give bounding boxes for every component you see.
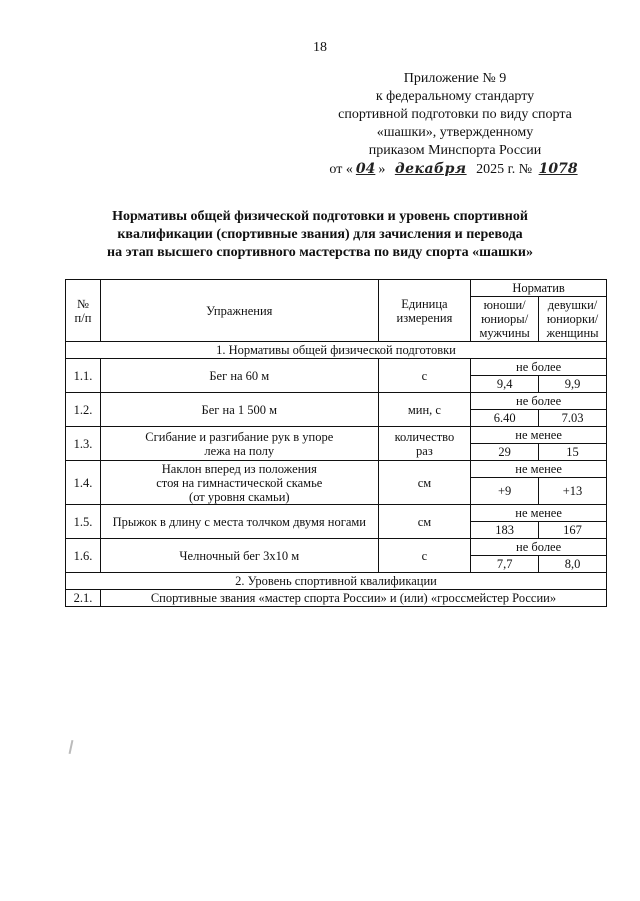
row-exercise: Бег на 1 500 м (100, 393, 378, 427)
row-condition: не более (471, 393, 607, 410)
row-boys-value: 9,4 (471, 376, 539, 393)
order-month-handwritten: декабря (394, 161, 467, 177)
row-boys-value: 6.40 (471, 410, 539, 427)
row-condition: не менее (471, 427, 607, 444)
table-row (66, 359, 607, 376)
row-condition: не менее (471, 461, 607, 478)
order-number-handwritten: 1078 (538, 161, 578, 177)
order-day-handwritten: 04 (355, 161, 376, 177)
row-exercise: Наклон вперед из положения стоя на гимнастической скамье (от уровня скамьи) (100, 461, 378, 505)
appendix-line: приказом Минспорта России (368, 143, 542, 158)
row-girls-value: 8,0 (539, 556, 607, 573)
table-row (66, 393, 607, 410)
appendix-line: Приложение № 9 (403, 71, 507, 86)
header-unit: Единица измерения (378, 280, 471, 342)
row-condition: не менее (471, 505, 607, 522)
page-number: 18 (313, 40, 327, 55)
header-exercise: Упражнения (100, 280, 378, 342)
appendix-line: «шашки», утвержденному (376, 125, 534, 140)
order-separator: » (378, 162, 386, 177)
row-unit: с (378, 539, 471, 573)
row-girls-value: +13 (539, 478, 607, 505)
row-unit: см (378, 505, 471, 539)
header-norm: Норматив (471, 280, 607, 297)
order-prefix: от « (329, 162, 353, 177)
row-unit: см (378, 461, 471, 505)
row-exercise: Бег на 60 м (100, 359, 378, 393)
row-num: 1.1. (66, 359, 101, 393)
header-num: № п/п (66, 280, 101, 342)
row-exercise: Челночный бег 3х10 м (100, 539, 378, 573)
row-exercise: Сгибание и разгибание рук в упоре лежа на полу (100, 427, 378, 461)
row-unit: количество раз (378, 427, 471, 461)
section-row (66, 573, 607, 590)
table-row (66, 590, 607, 607)
header-girls: девушки/ юниорки/ женщины (539, 297, 607, 342)
norms-table (65, 279, 607, 607)
title-line: Нормативы общей физической подготовки и уровень спортивной (112, 209, 528, 224)
order-year: 2025 г. № (476, 162, 533, 177)
row-num: 1.5. (66, 505, 101, 539)
row-condition: не более (471, 359, 607, 376)
row-girls-value: 167 (539, 522, 607, 539)
header-boys: юноши/ юниоры/ мужчины (471, 297, 539, 342)
header-row (66, 280, 607, 297)
table-row (66, 505, 607, 522)
table-row (66, 427, 607, 444)
row-num: 1.4. (66, 461, 101, 505)
row-girls-value: 15 (539, 444, 607, 461)
row-boys-value: 7,7 (471, 556, 539, 573)
row-girls-value: 7.03 (539, 410, 607, 427)
row-boys-value: +9 (471, 478, 539, 505)
row-unit: с (378, 359, 471, 393)
table-row (66, 461, 607, 478)
order-line (300, 160, 610, 179)
row-boys-value: 183 (471, 522, 539, 539)
title-line: на этап высшего спортивного мастерства по виду спорта «шашки» (107, 245, 533, 260)
section-title: 1. Нормативы общей физической подготовки (66, 342, 607, 359)
row-girls-value: 9,9 (539, 376, 607, 393)
title-line: квалификации (спортивные звания) для зачисления и перевода (117, 227, 523, 242)
section-row (66, 342, 607, 359)
appendix-line: к федеральному стандарту (375, 89, 535, 104)
row-num: 2.1. (66, 590, 101, 607)
appendix-line: спортивной подготовки по виду спорта (338, 107, 572, 122)
document-title (60, 208, 580, 262)
row-qualification-text: Спортивные звания «мастер спорта России» и (или) «гроссмейстер России» (100, 590, 606, 607)
row-num: 1.2. (66, 393, 101, 427)
row-condition: не более (471, 539, 607, 556)
row-num: 1.3. (66, 427, 101, 461)
table-row (66, 539, 607, 556)
appendix-block (300, 70, 610, 179)
section-title: 2. Уровень спортивной квалификации (66, 573, 607, 590)
row-num: 1.6. (66, 539, 101, 573)
row-boys-value: 29 (471, 444, 539, 461)
row-unit: мин, с (378, 393, 471, 427)
row-exercise: Прыжок в длину с места толчком двумя ногами (100, 505, 378, 539)
scan-artifact (69, 740, 74, 754)
